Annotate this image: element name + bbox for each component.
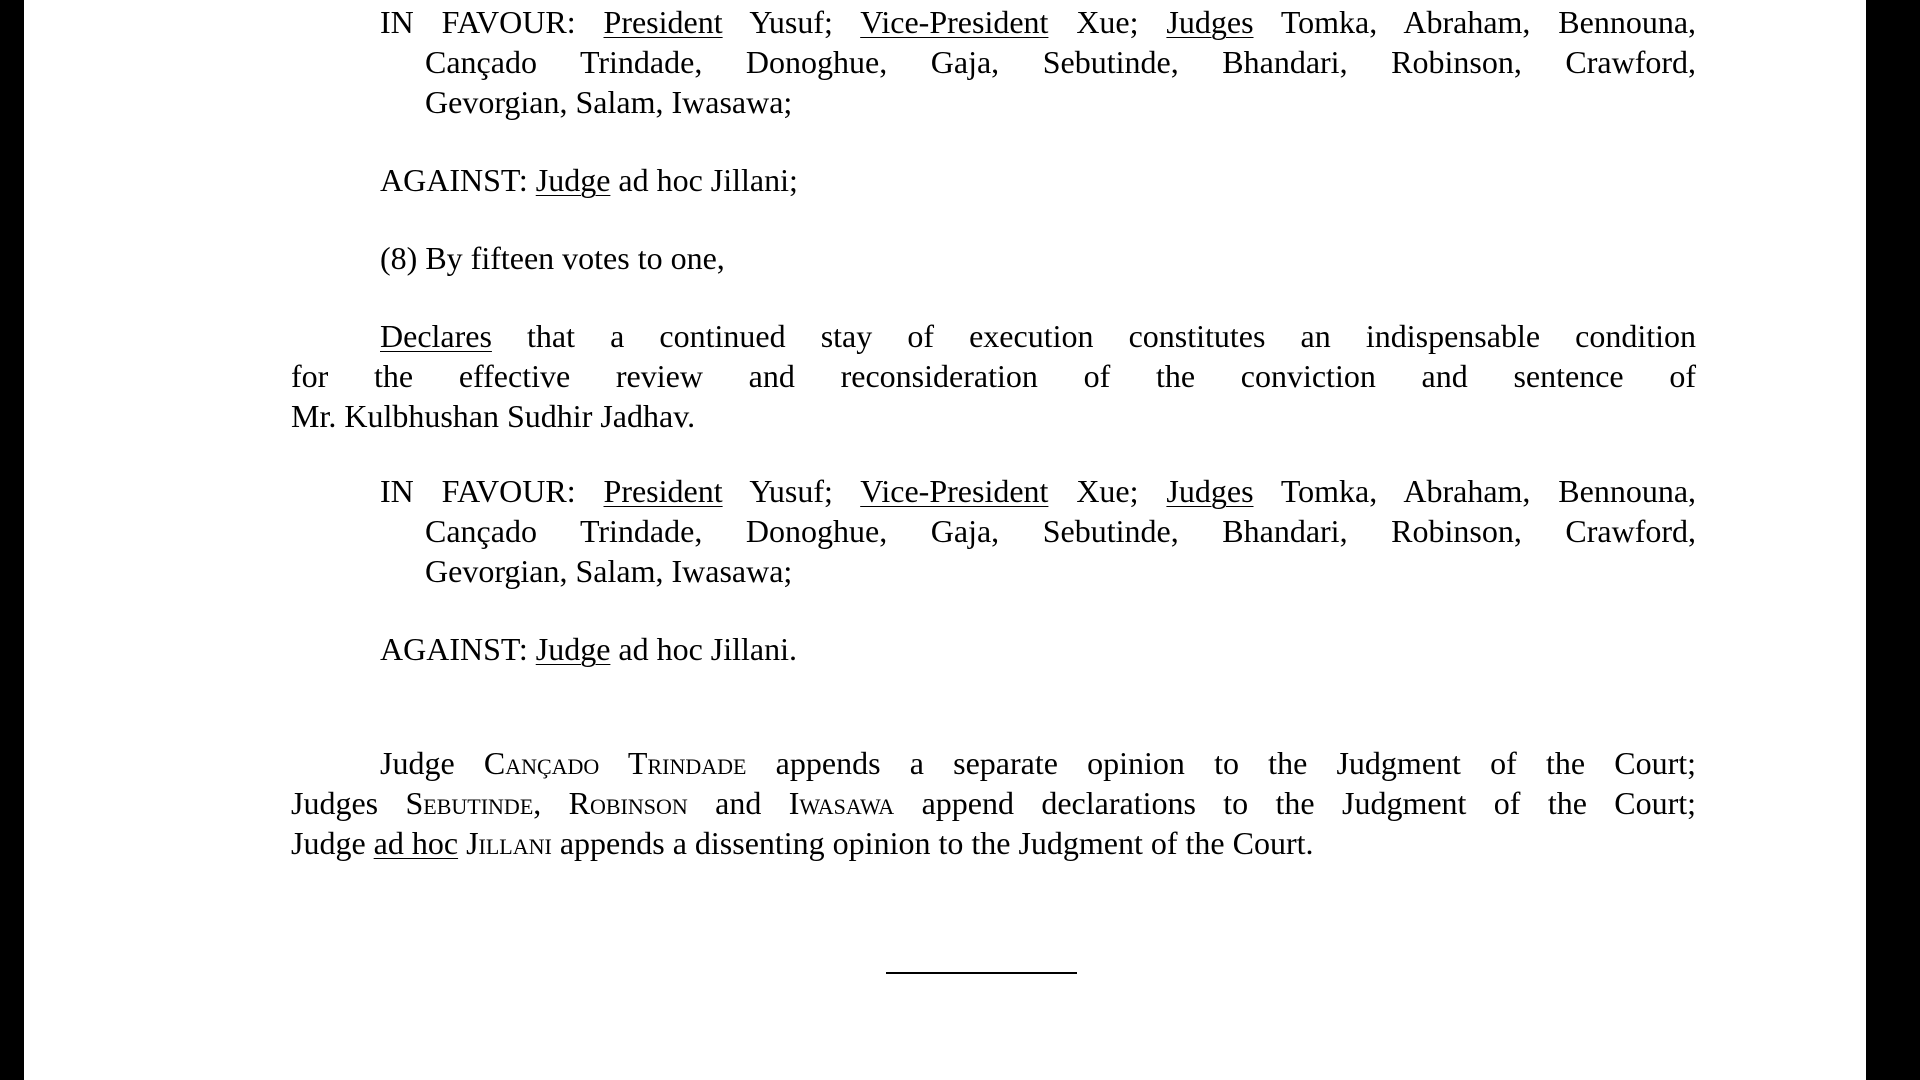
separate-opinion-text: appends a separate opinion to the Judgment of the Court; (775, 745, 1697, 781)
point-8-heading: (8) By fifteen votes to one, (380, 240, 725, 276)
opinions-judge-word: Judge (291, 825, 366, 861)
comma: , (533, 785, 542, 821)
president-name: Yusuf; (749, 473, 833, 509)
vote-2-against-line (380, 629, 797, 669)
vote-1-in-favour-line-2: Cançado Trindade, Donoghue, Gaja, Sebutinde, Bhandari, Robinson, Crawford, (425, 44, 1696, 80)
in-favour-label: IN FAVOUR: (380, 473, 576, 509)
judges-title: Judges (1166, 473, 1254, 509)
judge-name-robinson: Robinson (568, 785, 688, 821)
judges-names: Tomka, Abraham, Bennouna, (1280, 4, 1697, 40)
against-judge-title: Judge (535, 162, 611, 198)
judge-name-jillani: Jillani (466, 825, 552, 861)
point-8-text-line-2: for the effective review and reconsideration of the conviction and sentence of (291, 358, 1696, 394)
against-label: AGAINST: (380, 162, 528, 198)
opinions-line-1 (380, 743, 1696, 783)
point-8-text-line-3: Mr. Kulbhushan Sudhir Jadhav. (291, 398, 696, 434)
judge-name-cancado-trindade: Cançado Trindade (483, 745, 747, 781)
ad-hoc-word: ad hoc (373, 825, 459, 861)
document-page (24, 0, 1866, 1080)
opinions-line-2 (291, 783, 1696, 823)
vice-president-title: Vice-President (860, 473, 1049, 509)
president-title: President (603, 4, 723, 40)
vice-president-name: Xue; (1076, 4, 1139, 40)
vote-1-in-favour-line-1 (380, 2, 1696, 42)
against-judge-name: ad hoc Jillani. (618, 631, 798, 667)
vote-2-in-favour-line-3: Gevorgian, Salam, Iwasawa; (425, 553, 793, 589)
judge-name-sebutinde: Sebutinde (405, 785, 534, 821)
and-word: and (715, 785, 762, 821)
opinions-line-3 (291, 823, 1314, 863)
judge-name-iwasawa: Iwasawa (788, 785, 895, 821)
judges-names: Tomka, Abraham, Bennouna, (1280, 473, 1697, 509)
vote-1-against-line (380, 160, 798, 200)
declares-text: that a continued stay of execution constitutes an indispensable condition (527, 318, 1697, 354)
declarations-text: append declarations to the Judgment of the Court; (921, 785, 1697, 821)
dissenting-opinion-text: appends a dissenting opinion to the Judgment of the Court. (559, 825, 1314, 861)
opinions-judge-word: Judge (380, 745, 455, 781)
against-judge-title: Judge (535, 631, 611, 667)
vote-1-in-favour-line-3: Gevorgian, Salam, Iwasawa; (425, 84, 793, 120)
vote-2-in-favour-line-2: Cançado Trindade, Donoghue, Gaja, Sebutinde, Bhandari, Robinson, Crawford, (425, 513, 1696, 549)
closing-separator-line (886, 972, 1077, 974)
judges-title: Judges (1166, 4, 1254, 40)
president-title: President (603, 473, 723, 509)
president-name: Yusuf; (749, 4, 833, 40)
opinions-judges-word: Judges (291, 785, 379, 821)
declares-word: Declares (380, 318, 492, 354)
against-judge-name: ad hoc Jillani; (618, 162, 798, 198)
judge-names-group (405, 785, 541, 821)
against-label: AGAINST: (380, 631, 528, 667)
vice-president-name: Xue; (1076, 473, 1139, 509)
vice-president-title: Vice-President (860, 4, 1049, 40)
vote-2-in-favour-line-1 (380, 471, 1696, 511)
in-favour-label: IN FAVOUR: (380, 4, 576, 40)
point-8-text-line-1 (380, 316, 1696, 356)
